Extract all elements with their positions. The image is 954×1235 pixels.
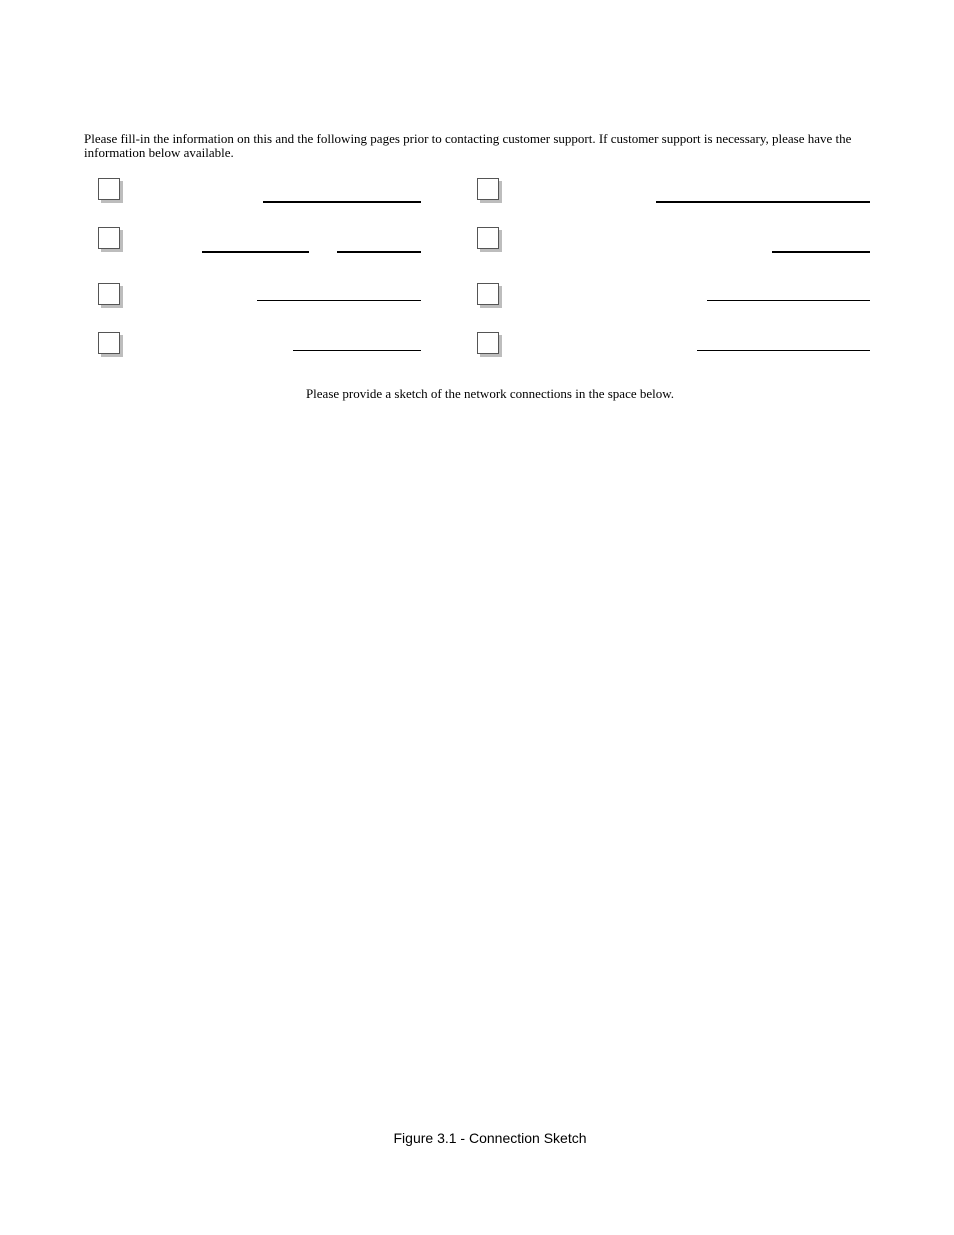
fill-line-right-1[interactable]	[656, 201, 870, 203]
sketch-area[interactable]	[84, 410, 899, 1120]
fill-line-right-4[interactable]	[697, 350, 870, 351]
checkbox-right-2[interactable]	[477, 227, 499, 249]
checkbox-left-3[interactable]	[98, 283, 120, 305]
fill-line-left-3[interactable]	[257, 300, 421, 301]
fill-line-left-4[interactable]	[293, 350, 421, 351]
checkbox-right-3[interactable]	[477, 283, 499, 305]
fill-line-left-2a[interactable]	[202, 251, 309, 253]
checkbox-right-1[interactable]	[477, 178, 499, 200]
instructions-text: Please fill-in the information on this and the following pages prior to contacting customer support. If customer support is necessary, please have the information below available.	[84, 131, 852, 160]
fill-line-left-2b[interactable]	[337, 251, 421, 253]
sketch-instructions: Please provide a sketch of the network connections in the space below.	[305, 386, 675, 401]
checkbox-left-1[interactable]	[98, 178, 120, 200]
checkbox-left-4[interactable]	[98, 332, 120, 354]
figure-caption: Figure 3.1 - Connection Sketch	[393, 1130, 587, 1146]
fill-line-left-1[interactable]	[263, 201, 421, 203]
checkbox-left-2[interactable]	[98, 227, 120, 249]
fill-line-right-2[interactable]	[772, 251, 870, 253]
fill-line-right-3[interactable]	[707, 300, 870, 301]
checkbox-right-4[interactable]	[477, 332, 499, 354]
